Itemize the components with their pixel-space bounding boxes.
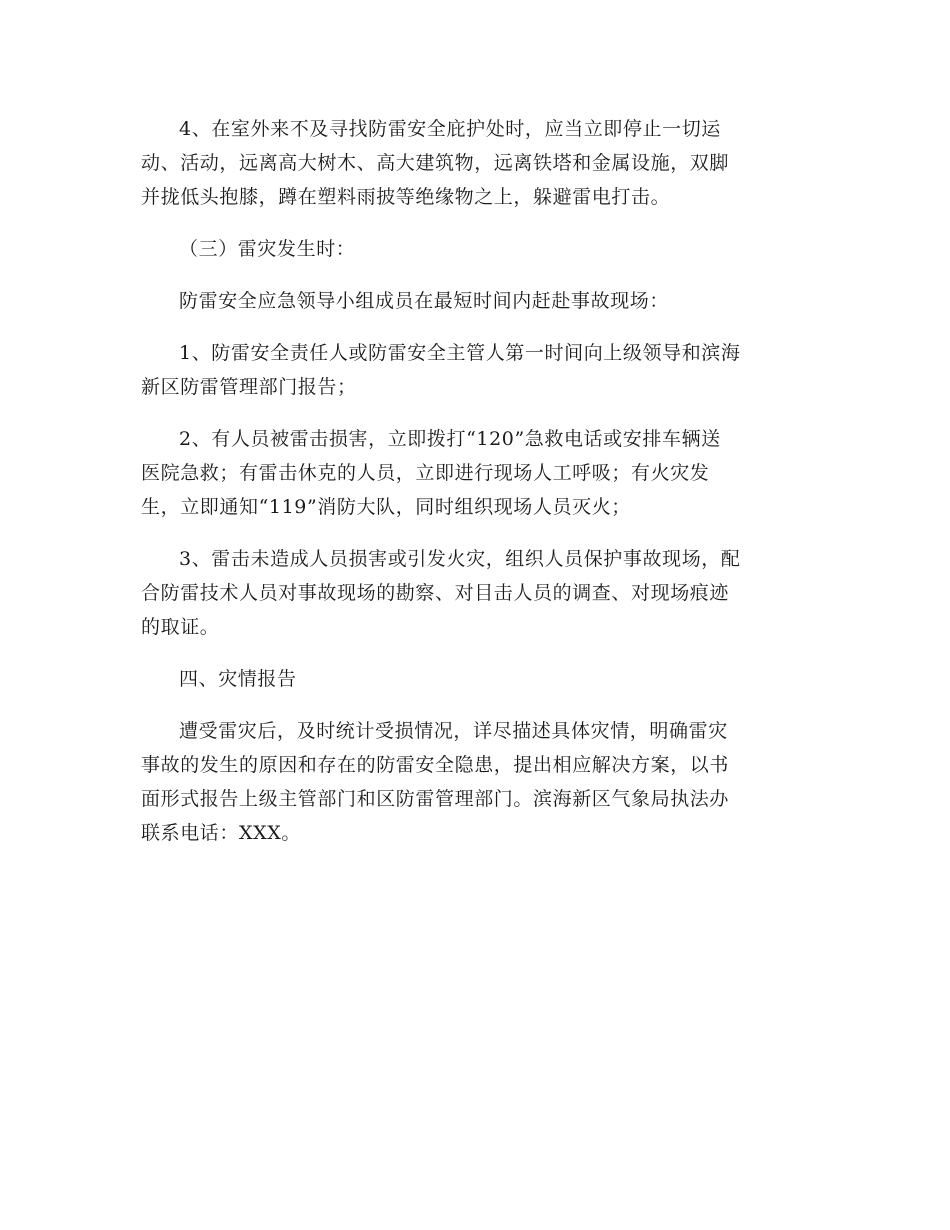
text-line: 动、活动，远离高大树木、高大建筑物，远离铁塔和金属设施，双脚 [141, 152, 730, 174]
text-line: 联系电话：XXX。 [141, 822, 301, 844]
paragraph-intro [141, 284, 805, 318]
text-line: 新区防雷管理部门报告； [141, 376, 357, 398]
paragraph-item-1 [141, 336, 805, 404]
text-line: 面形式报告上级主管部门和区防雷管理部门。滨海新区气象局执法办 [141, 788, 730, 810]
paragraph-item-3 [141, 542, 805, 644]
paragraph-report [141, 714, 805, 850]
text-line: 4、在室外来不及寻找防雷安全庇护处时，应当立即停止一切运 [179, 118, 721, 140]
paragraph-item-4 [141, 112, 805, 214]
text-line: 3、雷击未造成人员损害或引发火灾，组织人员保护事故现场，配 [179, 548, 741, 570]
section-heading-3 [141, 232, 805, 266]
text-line: 遭受雷灾后，及时统计受损情况，详尽描述具体灾情，明确雷灾 [179, 720, 728, 742]
text-line: 生，立即通知“119”消防大队，同时组织现场人员灭火； [141, 496, 631, 518]
text-line: 并拢低头抱膝，蹲在塑料雨披等绝缘物之上，躲避雷电打击。 [141, 186, 671, 208]
text-line: 事故的发生的原因和存在的防雷安全隐患，提出相应解决方案，以书 [141, 754, 730, 776]
text-line: 2、有人员被雷击损害，立即拨打“120”急救电话或安排车辆送 [179, 428, 721, 450]
paragraph-item-2 [141, 422, 805, 524]
document-body [141, 112, 805, 868]
text-line: 1、防雷安全责任人或防雷安全主管人第一时间向上级领导和滨海 [179, 342, 741, 364]
text-line: 防雷安全应急领导小组成员在最短时间内赶赴事故现场： [179, 290, 670, 312]
section-heading-4 [141, 662, 805, 696]
text-line: 的取证。 [141, 616, 220, 638]
heading-text: （三）雷灾发生时： [179, 238, 356, 260]
text-line: 医院急救；有雷击休克的人员，立即进行现场人工呼吸；有火灾发 [141, 462, 710, 484]
text-line: 合防雷技术人员对事故现场的勘察、对目击人员的调查、对现场痕迹 [141, 582, 730, 604]
heading-text: 四、灾情报告 [179, 668, 297, 690]
